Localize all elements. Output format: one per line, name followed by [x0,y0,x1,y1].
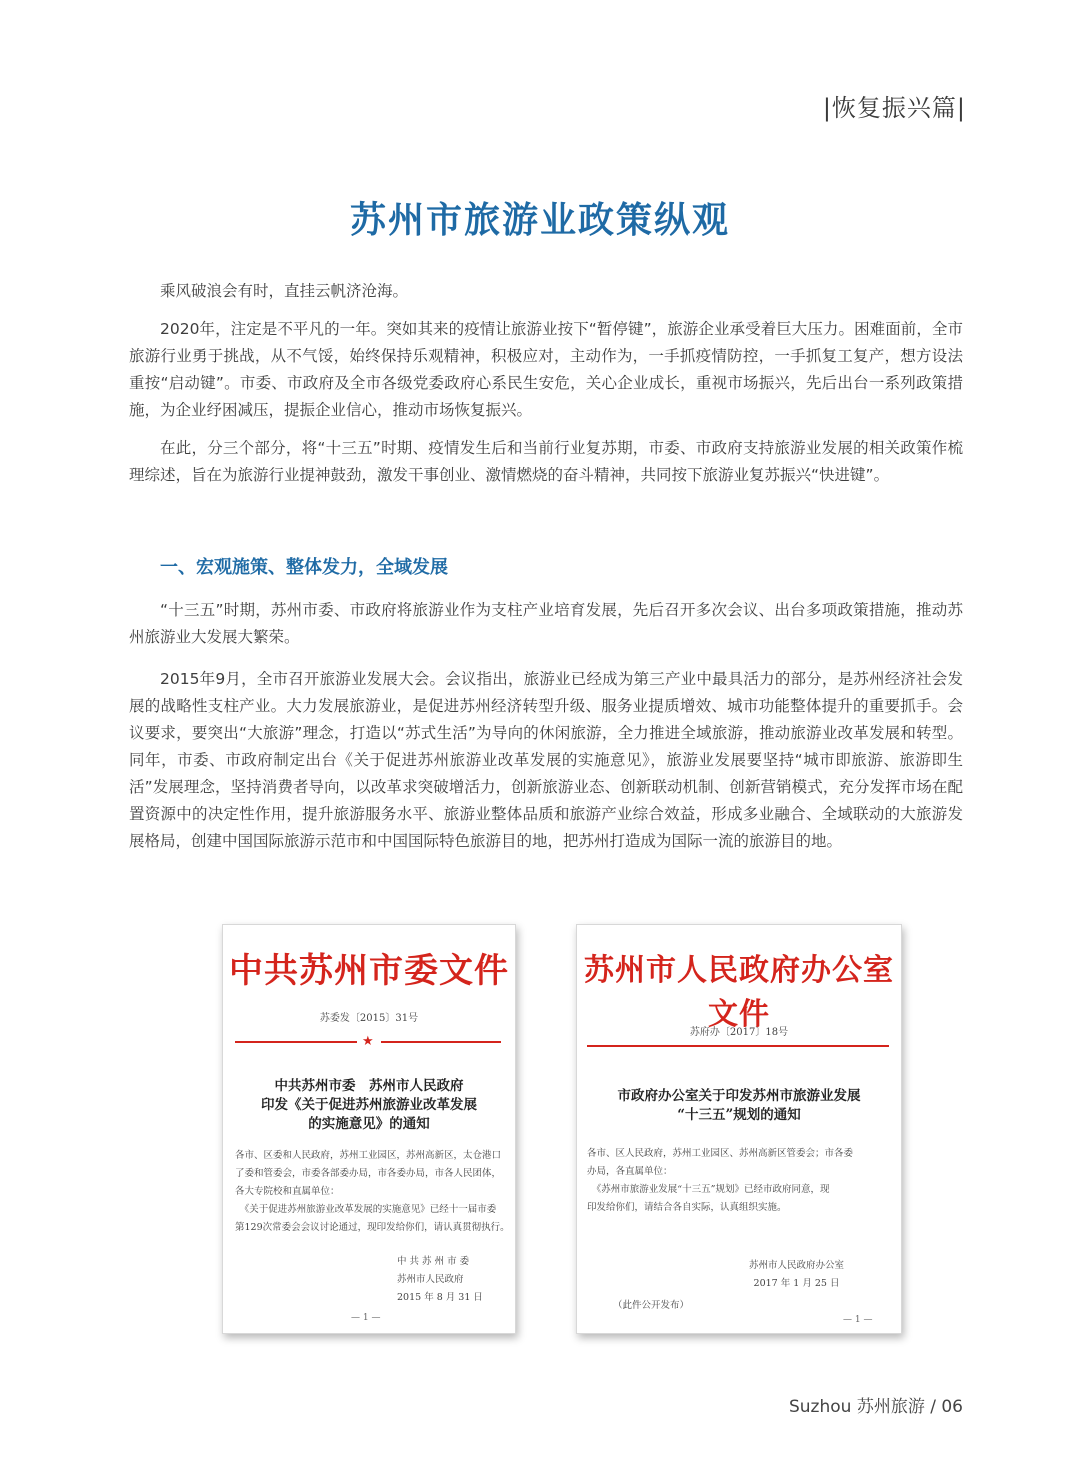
document-number: 苏府办〔2017〕18号 [689,1027,789,1038]
signature-line: 苏州市人民政府办公室 [749,1260,845,1271]
red-rule [587,1045,889,1047]
section-heading: 一、宏观施策、整体发力，全域发展 [160,557,448,578]
document-body [235,1147,510,1237]
document-header: 中共苏州市委文件 [229,951,509,991]
document-number: 苏委发〔2015〕31号 [319,1013,419,1024]
document-title-line: 印发《关于促进苏州旅游业改革发展 [261,1097,477,1113]
signature-line: 中 共 苏 州 市 委 [397,1256,470,1267]
document-body-line: 各大专院校和直属单位： [235,1186,340,1197]
document-body [587,1145,853,1217]
document-body-line: 第129次常委会会议讨论通过，现印发给你们，请认真贯彻执行。 [235,1222,510,1233]
document-body-line: 办局，各直属单位： [587,1166,673,1177]
section-paragraph-2: 2015年9月，全市召开旅游业发展大会。会议指出，旅游业已经成为第三产业中最具活力的部分，是苏州经济社会发展的战略性支柱产业。大力发展旅游业，是促进苏州经济转型升级、服务业提质增效、城市功能整体提升的重要抓手。会议要求，要突出“大旅游”理念，打造以“苏式生活”为导向的休闲旅游，全力推进全域旅游，推动旅游业改革发展和转型。同年，市委、市政府制定出台《关于促进苏州旅游业改革发展的实施意见》，旅游业发展要坚持“城市即旅游、旅游即生活”发展理念，坚持消费者导向，以改革求突破增活力，创新旅游业态、创新联动机制、创新营销模式，充分发挥市场在配置资源中的决定性作用，提升旅游服务水平、旅游业整体品质和旅游产业综合效益，形成多业融合、全域联动的大旅游发展格局，创建中国国际旅游示范市和中国国际特色旅游目的地，把苏州打造成为国际一流的旅游目的地。 [129,670,963,850]
document-title-line: 中共苏州市委 苏州市人民政府 [274,1078,464,1094]
document-body-line: 了委和管委会，市委各部委办局，市各委办局，市各人民团体， [235,1168,502,1179]
document-body-line: 《关于促进苏州旅游业改革发展的实施意见》已经十一届市委 [235,1204,497,1215]
page-footer: Suzhou 苏州旅游 / 06 [788,1397,963,1417]
intro-paragraph-1: 乘风破浪会有时，直挂云帆济沧海。 [160,282,409,300]
document-signature [749,1257,844,1293]
document-title [577,1087,901,1125]
publication-note: （此件公开发布） [613,1300,690,1311]
page-title: 苏州市旅游业政策纵观 [349,200,730,241]
signature-line: 2015 年 8 月 31 日 [397,1292,483,1303]
document-title-line: 的实施意见》的通知 [308,1116,430,1132]
document-image-government-office [576,924,902,1334]
document-page-number: — 1 — [351,1313,381,1323]
intro-paragraph-3: 在此，分三个部分，将“十三五”时期、疫情发生后和当前行业复苏期，市委、市政府支持旅游业发展的相关政策作梳理综述，旨在为旅游行业提神鼓劲，激发干事创业、激情燃烧的奋斗精神，共同按下旅游业复苏振兴“快进键”。 [129,439,963,484]
document-body-line: 《苏州市旅游业发展“十三五”规划》已经市政府同意，现 [587,1184,830,1195]
document-title-line: “十三五”规划的通知 [677,1107,801,1123]
star-icon: ★ [362,1034,374,1049]
document-title-line: 市政府办公室关于印发苏州市旅游业发展 [617,1088,861,1104]
document-body-line: 各市、区人民政府，苏州工业园区、苏州高新区管委会；市各委 [587,1148,854,1159]
document-signature [397,1253,483,1307]
document-body-line: 各市、区委和人民政府，苏州工业园区，苏州高新区，太仓港口 [235,1150,502,1161]
signature-line: 苏州市人民政府 [397,1274,464,1285]
red-rule-right [381,1041,501,1043]
document-body-line: 印发给你们，请结合各自实际，认真组织实施。 [587,1202,787,1213]
signature-line: 2017 年 1 月 25 日 [753,1278,840,1289]
section-tag: |恢复振兴篇| [822,94,966,122]
intro-paragraph-2: 2020年，注定是不平凡的一年。突如其来的疫情让旅游业按下“暂停键”，旅游企业承受着巨大压力。困难面前，全市旅游行业勇于挑战，从不气馁，始终保持乐观精神，积极应对，主动作为，一手抓疫情防控，一手抓复工复产，想方设法重按“启动键”。市委、市政府及全市各级党委政府心系民生安危，关心企业成长，重视市场振兴，先后出台一系列政策措施，为企业纾困减压，提振企业信心，推动市场恢复振兴。 [129,320,963,419]
document-page-number: — 1 — [843,1315,873,1325]
document-header: 苏州市人民政府办公室文件 [584,953,894,1032]
document-image-party-committee [222,924,516,1334]
document-title [223,1077,515,1134]
red-rule-left [235,1041,357,1043]
section-paragraph-1: “十三五”时期，苏州市委、市政府将旅游业作为支柱产业培育发展，先后召开多次会议、出台多项政策措施，推动苏州旅游业大发展大繁荣。 [129,601,963,646]
